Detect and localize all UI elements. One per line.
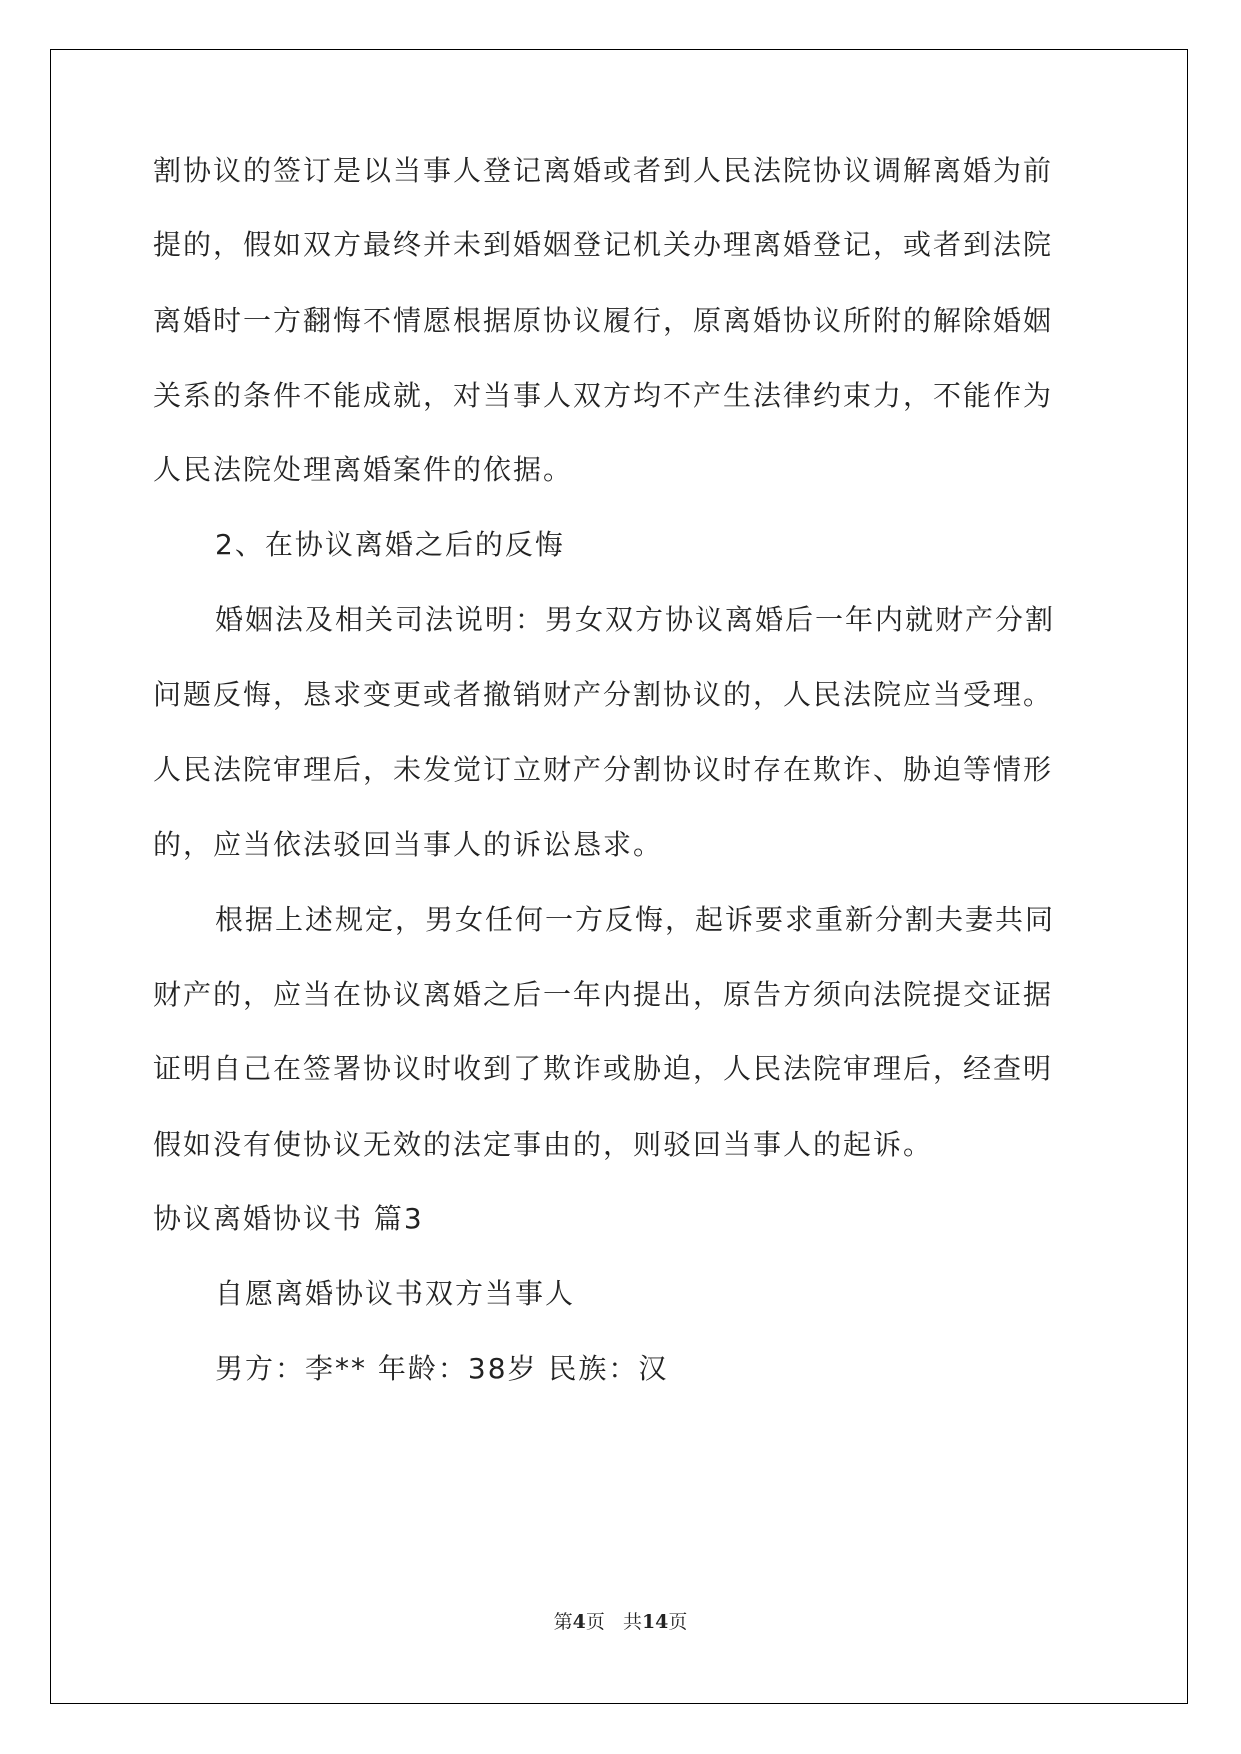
paragraph-line: 财产的，应当在协议离婚之后一年内提出，原告方须向法院提交证据 — [153, 978, 1054, 1011]
paragraph-line: 提的，假如双方最终并未到婚姻登记机关办理离婚登记，或者到法院 — [153, 228, 1054, 261]
paragraph-line: 问题反悔，恳求变更或者撤销财产分割协议的，人民法院应当受理。 — [153, 678, 1054, 711]
paragraph-line: 自愿离婚协议书双方当事人 — [215, 1277, 576, 1310]
paragraph-line: 割协议的签订是以当事人登记离婚或者到人民法院协议调解离婚为前 — [153, 154, 1054, 187]
footer-prefix: 第 — [553, 1611, 573, 1633]
section-title: 协议离婚协议书 篇3 — [153, 1202, 424, 1235]
paragraph-line: 的，应当依法驳回当事人的诉讼恳求。 — [153, 828, 664, 861]
total-page-number: 14 — [641, 1611, 669, 1633]
page-footer — [0, 1607, 1241, 1634]
section-heading: 2、在协议离婚之后的反悔 — [215, 528, 565, 561]
page-border — [50, 49, 1188, 1704]
footer-mid: 页 共 — [585, 1611, 642, 1633]
paragraph-line: 关系的条件不能成就，对当事人双方均不产生法律约束力，不能作为 — [153, 379, 1054, 412]
paragraph-line: 婚姻法及相关司法说明：男女双方协议离婚后一年内就财产分割 — [215, 603, 1056, 636]
current-page-number: 4 — [572, 1611, 586, 1633]
paragraph-line: 男方：李** 年龄：38岁 民族：汉 — [215, 1352, 669, 1385]
paragraph-line: 离婚时一方翻悔不情愿根据原协议履行，原离婚协议所附的解除婚姻 — [153, 304, 1054, 337]
paragraph-line: 证明自己在签署协议时收到了欺诈或胁迫，人民法院审理后，经查明 — [153, 1052, 1054, 1085]
paragraph-line: 根据上述规定，男女任何一方反悔，起诉要求重新分割夫妻共同 — [215, 903, 1056, 936]
paragraph-line: 人民法院处理离婚案件的依据。 — [153, 453, 574, 486]
footer-suffix: 页 — [668, 1611, 688, 1633]
paragraph-line: 假如没有使协议无效的法定事由的，则驳回当事人的起诉。 — [153, 1128, 934, 1161]
paragraph-line: 人民法院审理后，未发觉订立财产分割协议时存在欺诈、胁迫等情形 — [153, 753, 1054, 786]
